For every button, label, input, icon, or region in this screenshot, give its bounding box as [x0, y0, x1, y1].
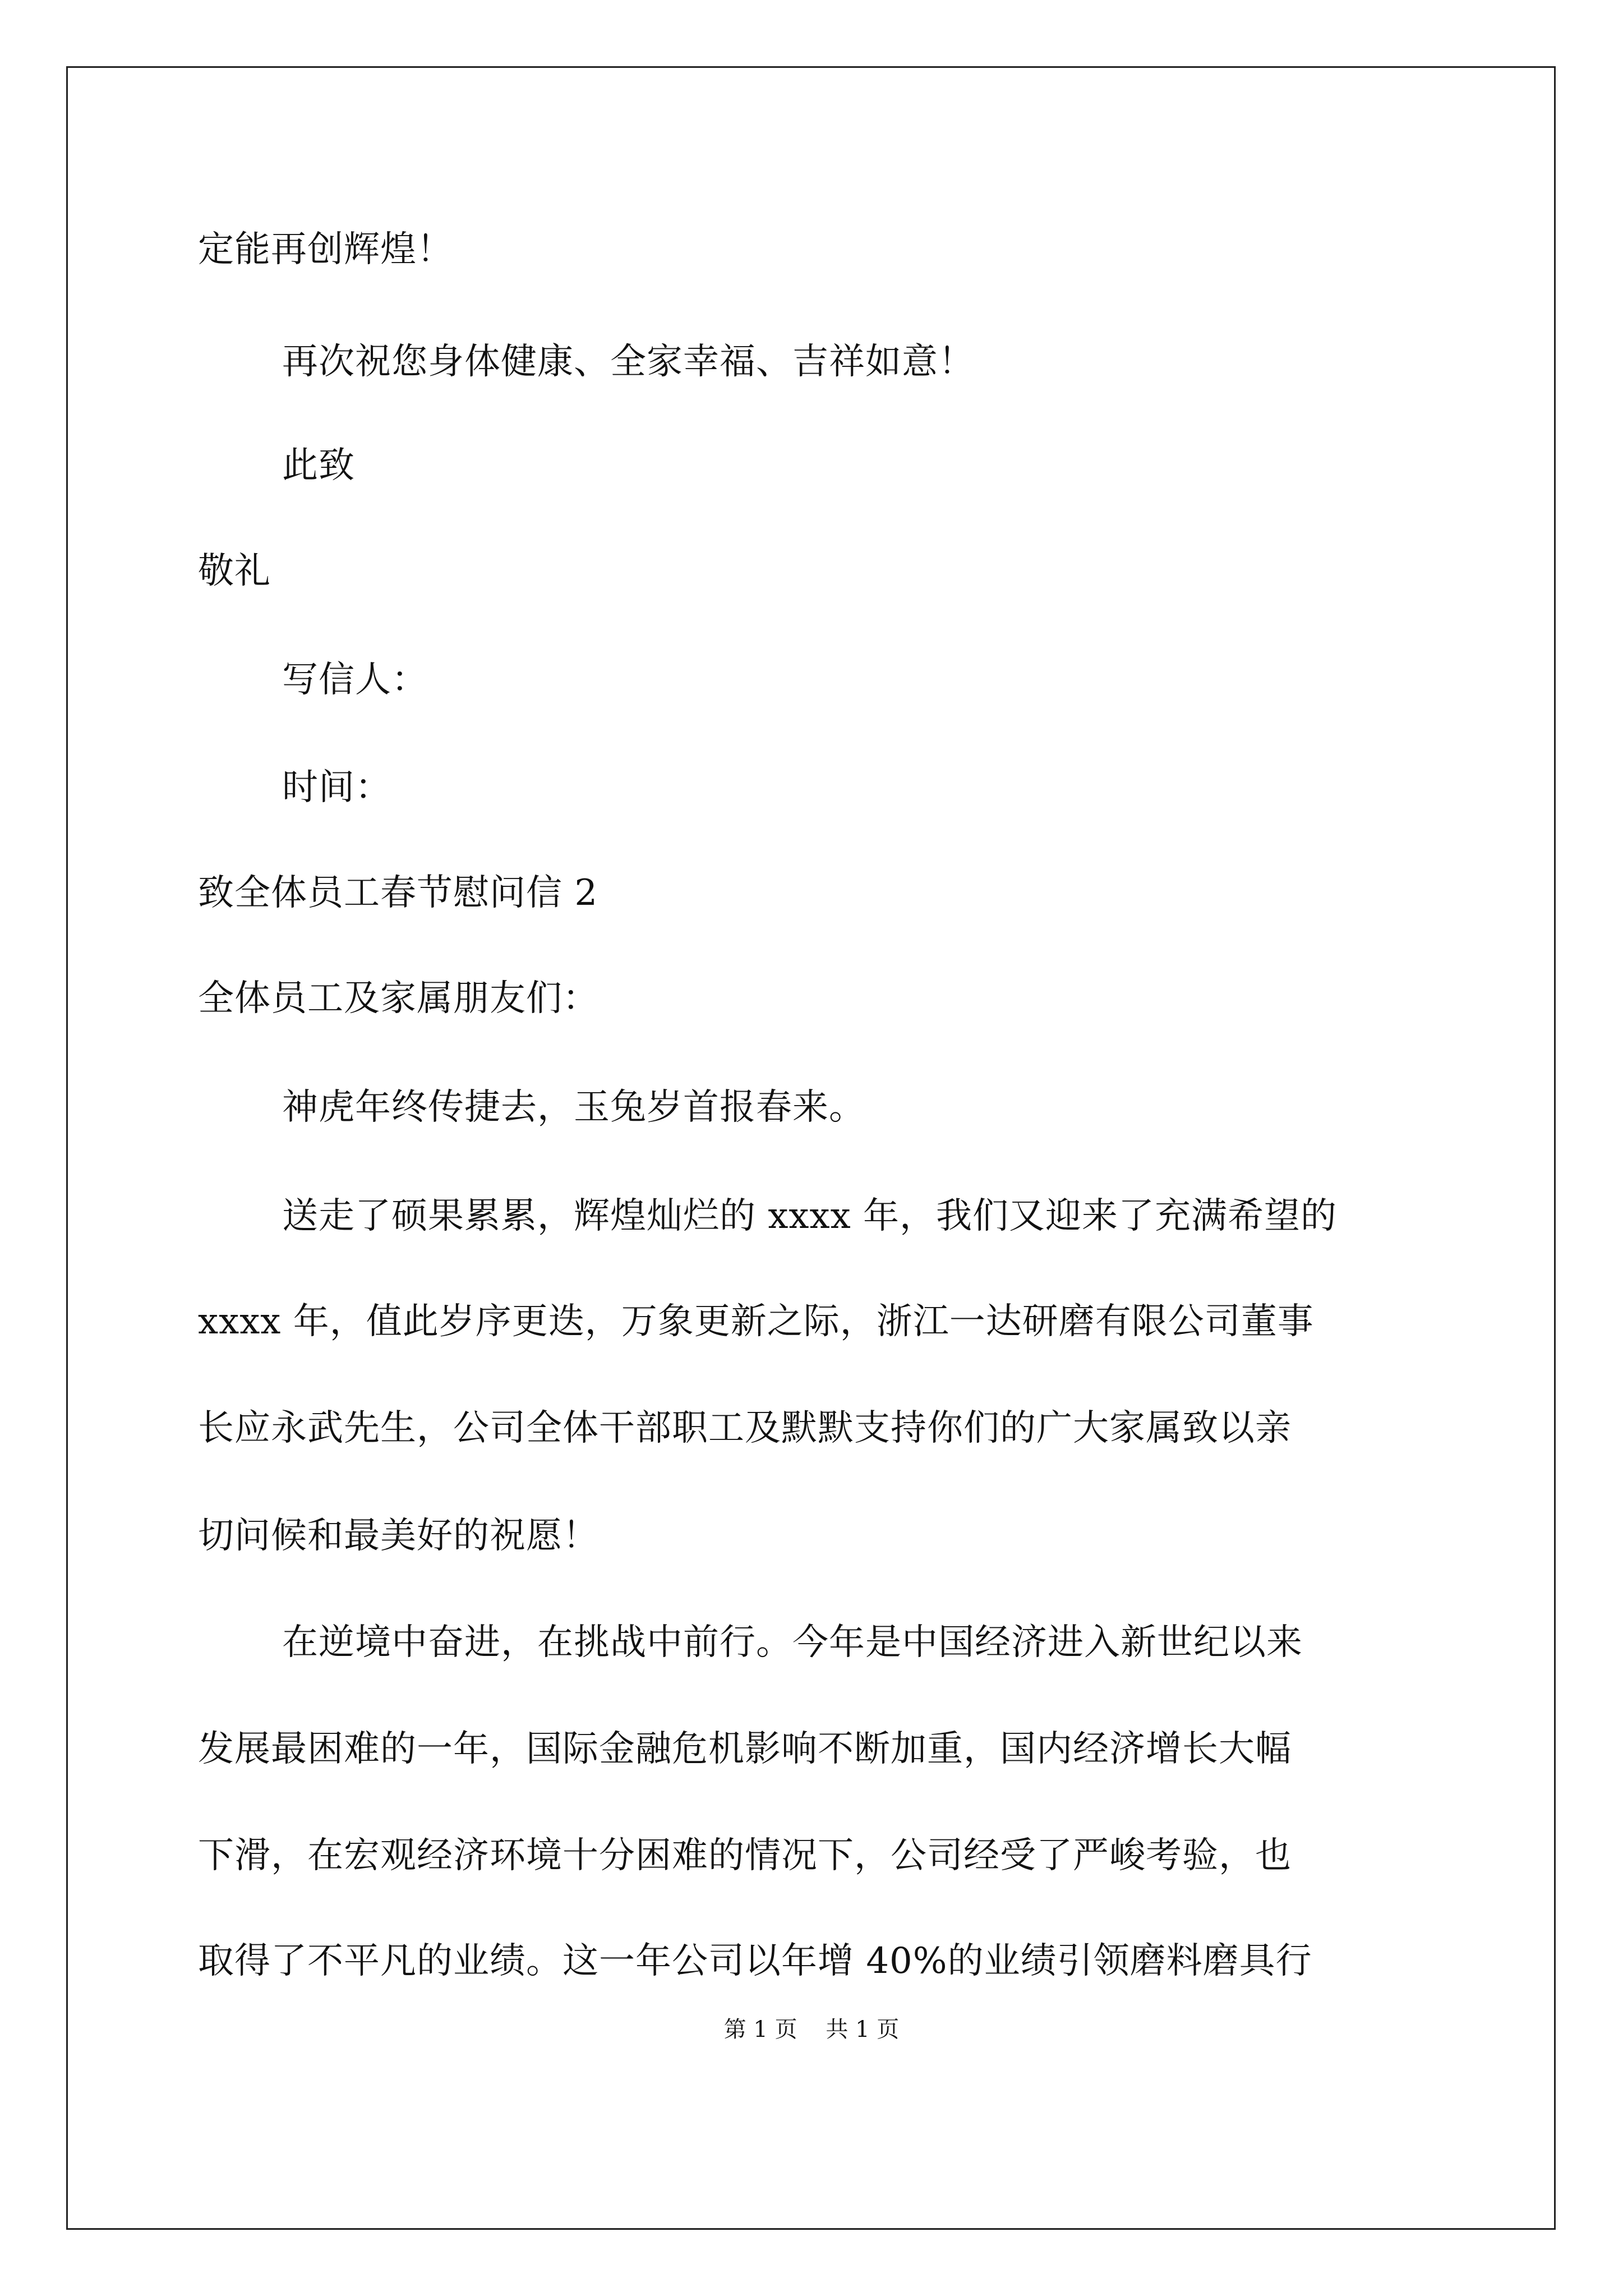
text-line-16: 下滑，在宏观经济环境十分困难的情况下，公司经受了严峻考验，也 [198, 1835, 1292, 1876]
text-line-14: 在逆境中奋进，在挑战中前行。今年是中国经济进入新世纪以来 [282, 1622, 1303, 1663]
text-line-1: 定能再创辉煌！ [198, 229, 453, 270]
text-line-9: 神虎年终传捷去，玉兔岁首报春来。 [282, 1087, 865, 1128]
text-line-6: 时间： [282, 767, 391, 808]
text-line-5: 写信人： [282, 659, 428, 701]
text-line-17: 取得了不平凡的业绩。这一年公司以年增 40%的业绩引领磨料磨具行 [198, 1940, 1312, 1982]
text-line-2: 再次祝您身体健康、全家幸福、吉祥如意！ [282, 341, 975, 383]
text-line-12: 长应永武先生，公司全体干部职工及默默支持你们的广大家属致以亲 [198, 1407, 1292, 1449]
salutation: 全体员工及家属朋友们： [198, 978, 599, 1019]
text-line-11: xxxx 年，值此岁序更迭，万象更新之际，浙江一达研磨有限公司董事 [198, 1301, 1314, 1342]
section-title: 致全体员工春节慰问信 2 [198, 872, 598, 914]
text-line-4: 敬礼 [198, 550, 271, 592]
text-line-3: 此致 [282, 445, 355, 486]
text-line-13: 切问候和最美好的祝愿！ [198, 1515, 599, 1557]
text-line-15: 发展最困难的一年，国际金融危机影响不断加重，国内经济增长大幅 [198, 1728, 1292, 1770]
text-line-10: 送走了硕果累累，辉煌灿烂的 xxxx 年，我们又迎来了充满希望的 [282, 1195, 1338, 1237]
page-border [66, 66, 1556, 2230]
page-footer: 第 1 页 共 1 页 [723, 2017, 900, 2042]
